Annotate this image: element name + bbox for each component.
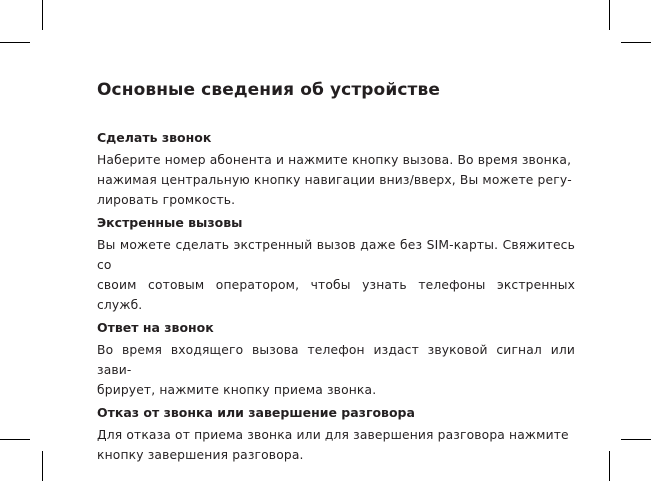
body-line: Вы можете сделать экстренный вызов даже без SIM-карты. Свяжитесь со bbox=[97, 238, 575, 272]
crop-mark-bottom-left-horizontal bbox=[0, 439, 30, 440]
section-make-call bbox=[97, 128, 575, 210]
section-heading: Отказ от звонка или завершение разговора bbox=[97, 405, 415, 420]
crop-mark-bottom-right-horizontal bbox=[621, 439, 651, 440]
section-body bbox=[97, 150, 575, 210]
section-reject-end-call bbox=[97, 403, 575, 465]
body-line: брирует, нажмите кнопку приема звонка. bbox=[97, 383, 377, 397]
manual-page bbox=[97, 78, 575, 468]
page-title: Основные сведения об устройстве bbox=[97, 80, 440, 100]
crop-mark-top-left-vertical bbox=[42, 0, 43, 30]
section-body bbox=[97, 235, 575, 315]
body-line: Для отказа от приема звонка или для завершения разговора нажмите bbox=[97, 428, 569, 442]
section-heading: Экстренные вызовы bbox=[97, 215, 243, 230]
body-line: Во время входящего вызова телефон издаст звуковой сигнал или зави- bbox=[97, 343, 575, 377]
section-answer-call bbox=[97, 318, 575, 400]
body-line: Наберите номер абонента и нажмите кнопку вызова. Во время звонка, bbox=[97, 153, 572, 167]
body-line: своим сотовым оператором, чтобы узнать телефоны экстренных служб. bbox=[97, 278, 575, 312]
body-line: кнопку завершения разговора. bbox=[97, 448, 304, 462]
body-line: нажимая центральную кнопку навигации вниз/вверх, Вы можете регу- bbox=[97, 173, 572, 187]
crop-mark-top-right-horizontal bbox=[621, 42, 651, 43]
crop-mark-top-left-horizontal bbox=[0, 42, 30, 43]
body-line: лировать громкость. bbox=[97, 193, 236, 207]
section-heading: Сделать звонок bbox=[97, 130, 212, 145]
section-body bbox=[97, 425, 575, 465]
crop-mark-bottom-right-vertical bbox=[609, 451, 610, 481]
crop-mark-top-right-vertical bbox=[609, 0, 610, 30]
section-heading: Ответ на звонок bbox=[97, 320, 214, 335]
section-body bbox=[97, 340, 575, 400]
section-emergency-calls bbox=[97, 213, 575, 315]
crop-mark-bottom-left-vertical bbox=[42, 451, 43, 481]
